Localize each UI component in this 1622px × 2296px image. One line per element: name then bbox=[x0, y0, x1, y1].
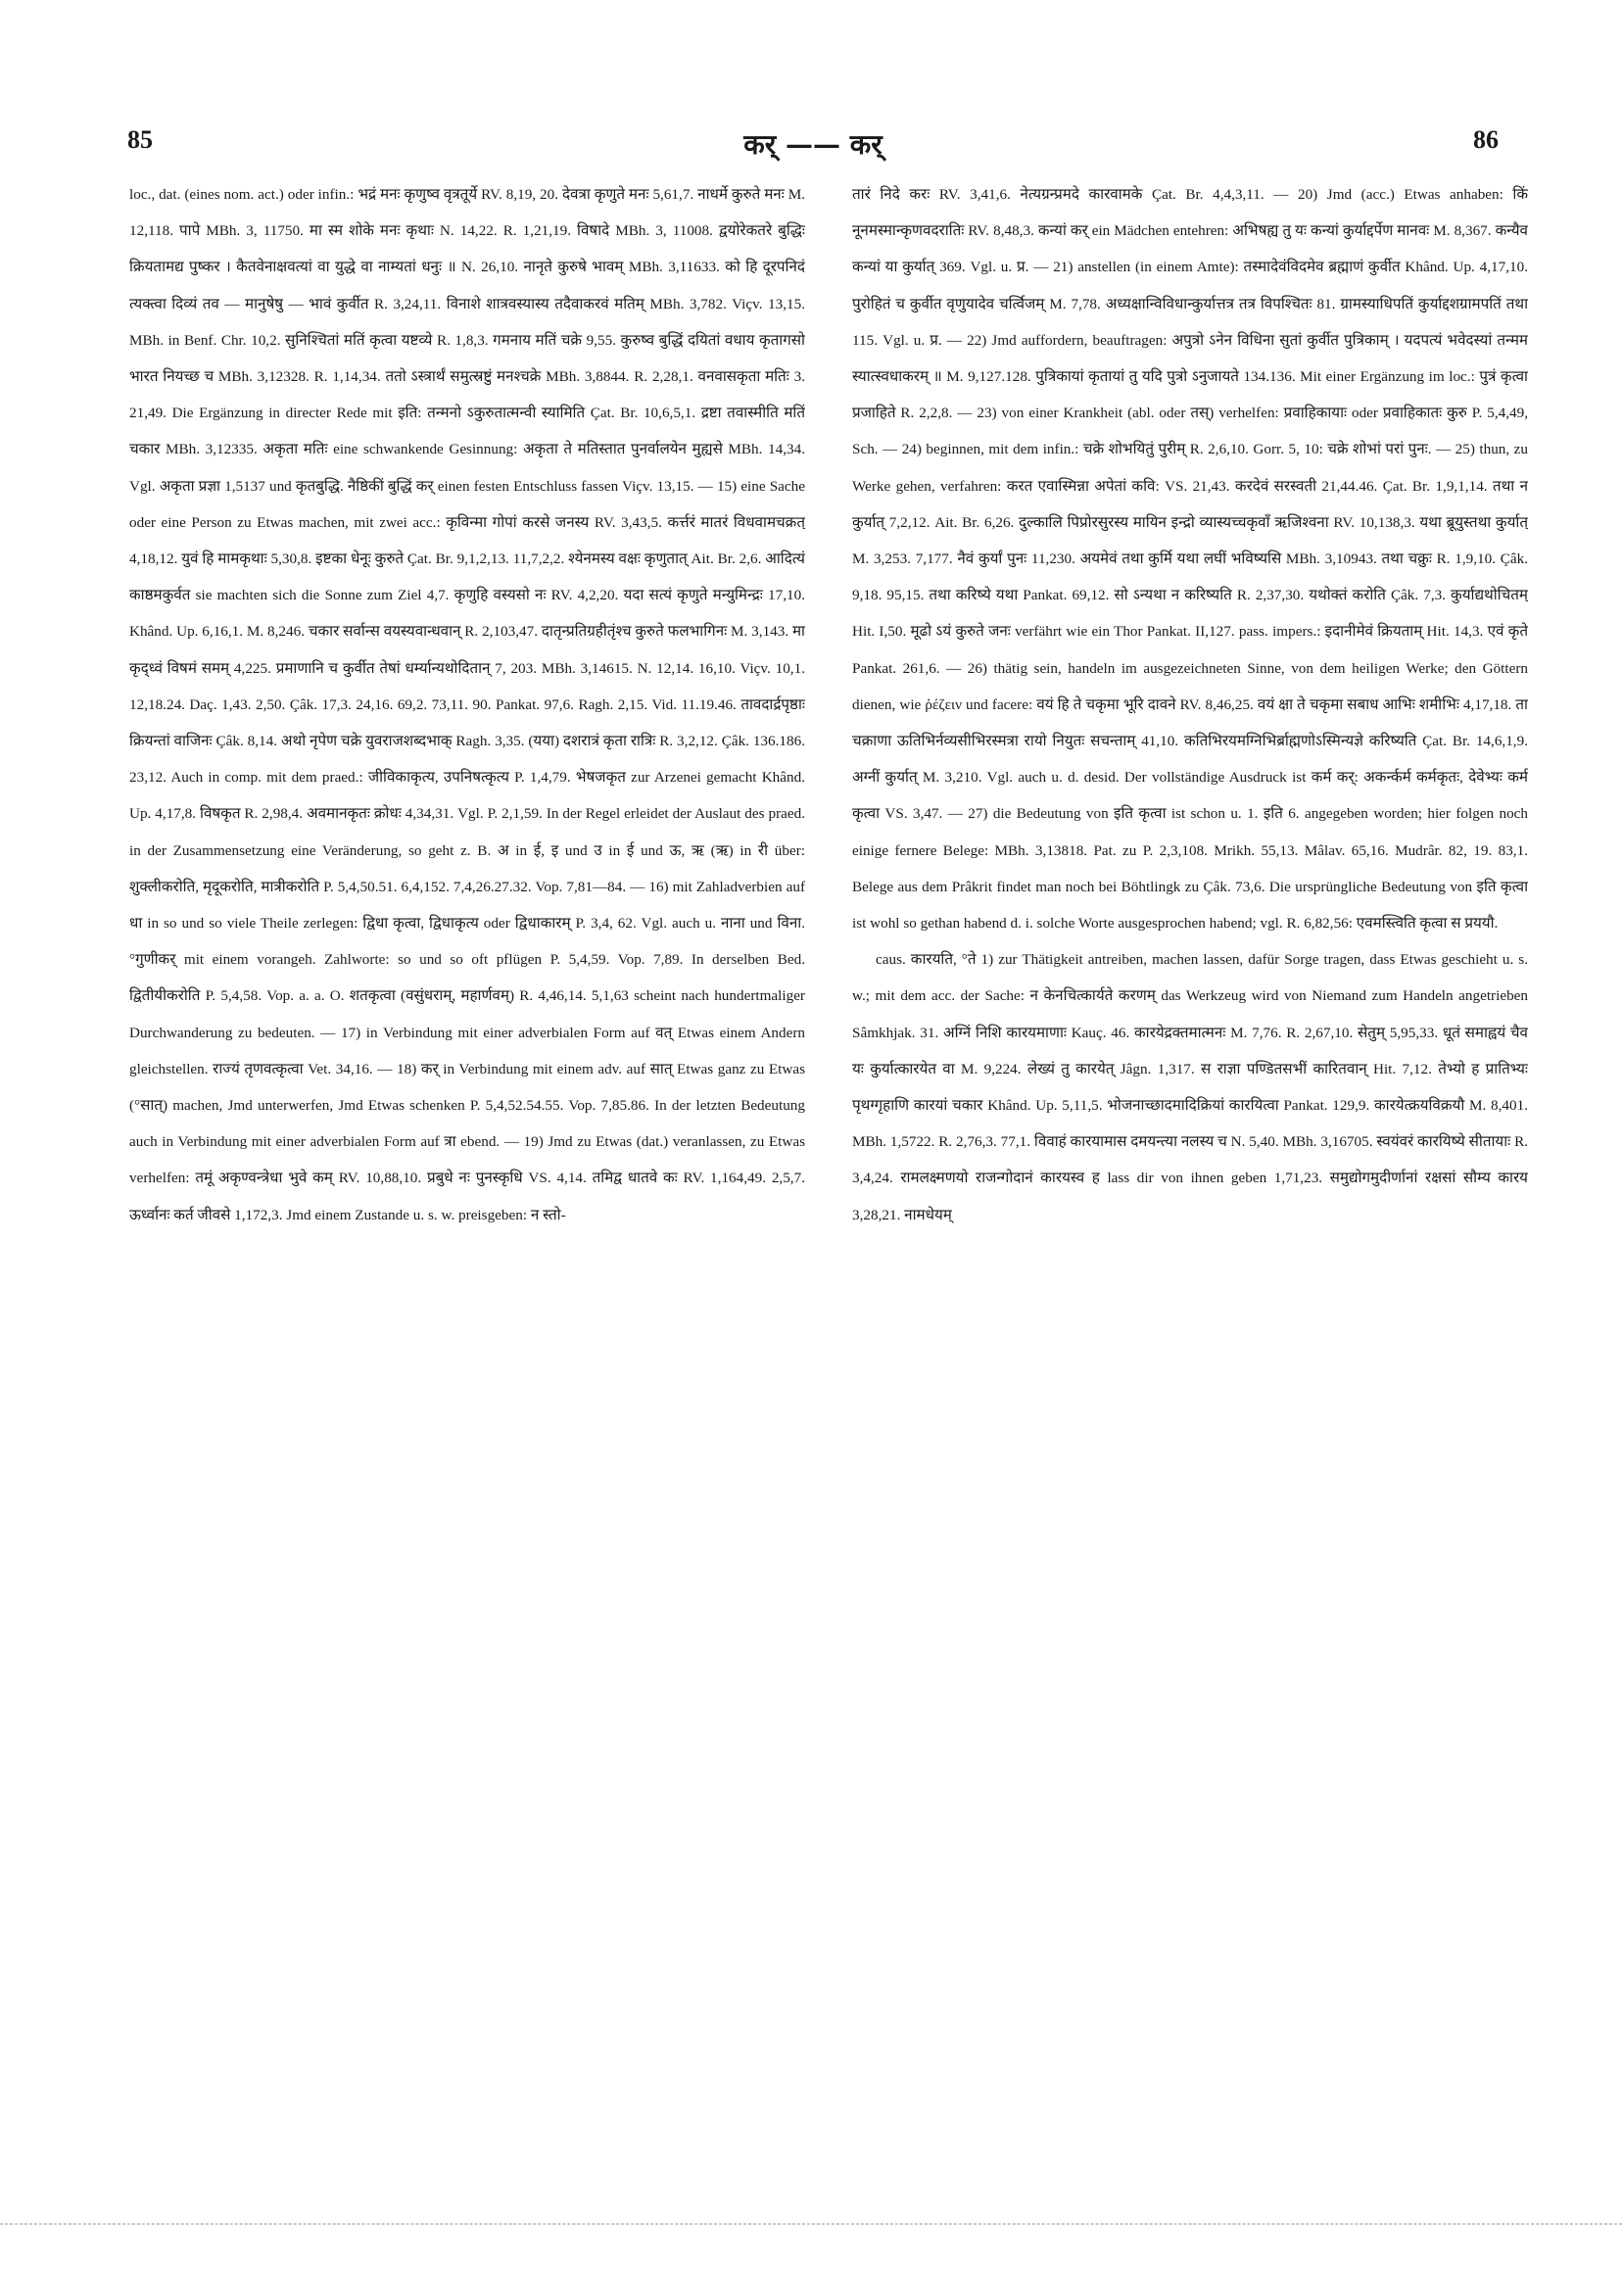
right-column-text-2: caus. कारयति, °ते 1) zur Thätigkeit antreiben, machen lassen, dafür Sorge tragen, dass Etwas geschieht u. s. w.; mit dem acc. der Sache: न केनचित्कार्यते करणम् das Werkzeug wird von Niemand zum Handeln angetrieben Sâmkhjak. 31. अग्निं निशि कारयमाणाः Kauç. 46. कारयेद्रक्तमात्मनः M. 7,76. R. 2,67,10. सेतुम् 5,95,33. धूतं समाह्वयं चैव यः कुर्यात्कारयेत वा M. 9,224. लेख्यं तु कारयेत् Jâgn. 1,317. स राज्ञा पण्डितसभीं कारितवान् Hit. 7,12. तेभ्यो ह प्रातिभ्यः पृथग्गृहाणि कारयां चकार Khând. Up. 5,11,5. भोजनाच्छादमादिक्रियां कारयित्वा Pankat. 129,9. कारयेत्क्रयविक्रयौ M. 8,401. MBh. 1,5722. R. 2,76,3. 77,1. विवाहं कारयामास दमयन्त्या नलस्य च N. 5,40. MBh. 3,16705. स्वयंवरं कारयिष्ये सीतायाः R. 3,4,24. रामलक्ष्मणयो राजन्गोदानं कारयस्व ह lass dir von ihnen geben 1,71,23. समुद्योगमुदीर्णानां रक्षसां सौम्य कारय 3,28,21. नामधेयम् bbox=[852, 951, 1528, 1223]
page-header bbox=[127, 125, 1499, 165]
left-page-number: 85 bbox=[127, 125, 153, 154]
right-page-number: 86 bbox=[1473, 125, 1499, 154]
right-column-text-1: तारं निदे करः RV. 3,41,6. नेत्यग्रन्प्रमदे कारवामके Çat. Br. 4,4,3,11. — 20) Jmd (acc.) Etwas anhaben: किं नूनमस्मान्कृणवदरातिः RV. 8,48,3. कन्यां कर् ein Mädchen entehren: अभिषह्य तु यः कन्यां कुर्याद्दर्पेण मानवः M. 8,367. कन्यैव कन्यां या कुर्यात् 369. Vgl. u. प्र. — 21) anstellen (in einem Amte): तस्मादेवंविदमेव ब्रह्माणं कुर्वीत Khând. Up. 4,17,10. पुरोहितं च कुर्वीत वृणुयादेव चर्त्विजम् M. 7,78. अध्यक्षान्विविधान्कुर्यात्तत्र तत्र विपश्चितः 81. ग्रामस्याधिपतिं कुर्याद्दशग्रामपतिं तथा 115. Vgl. u. प्र. — 22) Jmd auffordern, beauftragen: अपुत्रो ऽनेन विधिना सुतां कुर्वीत पुत्रिकाम् । यदपत्यं भवेदस्यां तन्मम स्यात्स्वधाकरम् ॥ M. 9,127.128. पुत्रिकायां कृतायां तु यदि पुत्रो ऽनुजायते 134.136. Mit einer Ergänzung im loc.: पुत्रं कृत्वा प्रजाहिते R. 2,2,8. — 23) von einer Krankheit (abl. oder तस्) verhelfen: प्रवाहिकायाः oder प्रवाहिकातः कुरु P. 5,4,49, Sch. — 24) beginnen, mit dem infin.: चक्रे शोभयितुं पुरीम् R. 2,6,10. Gorr. 5, 10: चक्रे शोभां परां पुनः. — 25) thun, zu Werke gehen, verfahren: करत एवास्मिन्ना अपेतां कवि: VS. 21,43. करदेवं सरस्वती 21,44.46. Çat. Br. 1,9,1,14. तथा न कुर्यात् 7,2,12. Ait. Br. 6,26. दुल्कालि पिप्रोरसुरस्य मायिन इन्द्रो व्यास्यच्चकृवाँ ऋजिश्वना RV. 10,138,3. यथा ब्रूयुस्तथा कुर्यात् M. 3,253. 7,177. नैवं कुर्यां पुनः 11,230. अयमेवं तथा कुर्मि यथा लघीं भविष्यसि MBh. 3,10943. तथा चक्रुः R. 1,9,10. Çâk. 9,18. 95,15. तथा करिष्ये यथा Pankat. 69,12. सो ऽन्यथा न करिष्यति R. 2,37,30. यथोक्तं करोति Çâk. 7,3. कुर्याद्यथोचितम् Hit. I,50. मूढो ऽयं कुरुते जनः verfährt wie ein Thor Pankat. II,127. pass. impers.: इदानीमेवं क्रियताम् Hit. 14,3. एवं कृते Pankat. 261,6. — 26) thätig sein, handeln im ausgezeichneten Sinne, von dem heiligen Werke; den Göttern dienen, wie ῥέζειν und facere: वयं हि ते चकृमा भूरि दावने RV. 8,46,25. वयं क्षा ते चकृमा सबाध आभिः शमीभिः 4,17,18. ता चक्राणा ऊतिभिर्नव्यसीभिरस्मत्रा रायो नियुतः सचन्ताम् 41,10. कतिभिरयमग्निभिर्ब्राह्मणोऽस्मिन्यज्ञे करिष्यति Çat. Br. 14,6,1,9. अग्नीं कुर्यात् M. 3,210. Vgl. auch u. d. desid. Der vollständige Ausdruck ist कर्म कर्: अकर्न्कर्म कर्मकृतः, देवेभ्यः कर्म कृत्वा VS. 3,47. — 27) die Bedeutung von इति कृत्वा ist schon u. 1. इति 6. angegeben worden; hier folgen noch einige fernere Belege: MBh. 3,13818. Pat. zu P. 2,3,108. Mrikh. 55,13. Mâlav. 65,16. Mudrâr. 82, 19. 83,1. Belege aus dem Prâkrit findet man noch bei Böhtlingk zu Çâk. 73,6. Die ursprüngliche Bedeutung von इति कृत्वा ist wohl so gethan habend d. i. solche Worte ausgesprochen habend; vgl. R. 6,82,56: एवमस्त्विति कृत्वा स प्रययौ. bbox=[852, 186, 1528, 933]
left-column bbox=[129, 176, 805, 2126]
right-column bbox=[852, 176, 1528, 2126]
running-headword: कर् —— कर् bbox=[743, 128, 883, 161]
left-column-text: loc., dat. (eines nom. act.) oder infin.: भद्रं मनः कृणुष्व वृत्रतूर्ये RV. 8,19, 20. देवत्रा कृणुते मनः 5,61,7. नाधर्मे कुरुते मनः M. 12,118. पापे MBh. 3, 11750. मा स्म शोके मनः कृथाः N. 14,22. R. 1,21,19. विषादे MBh. 3, 11008. द्वयोरेकतरे बुद्धिः क्रियतामद्य पुष्कर । कैतवेनाक्षवत्यां वा युद्धे वा नाम्यतां धनुः ॥ N. 26,10. नानृते कुरुषे भावम् MBh. 3,11633. को हि दूरपनिदं त्यक्त्वा दिव्यं तव — मानुषेषु — भावं कुर्वीत R. 3,24,11. विनाशे शात्रवस्यास्य तदैवाकरवं मतिम् MBh. 3,782. Viçv. 13,15. MBh. in Benf. Chr. 10,2. सुनिश्चितां मतिं कृत्वा यष्टव्ये R. 1,8,3. गमनाय मतिं चक्रे 9,55. कुरुष्व बुद्धिं दयितां वधाय कृतागसो भारत नियच्छ च MBh. 3,12328. R. 1,14,34. ततो ऽस्त्रार्थं समुत्स्रष्टुं मनश्चक्रे MBh. 3,8844. R. 2,28,1. वनवासकृता मतिः 3. 21,49. Die Ergänzung in directer Rede mit इति: तन्मनो ऽकुरुतात्मन्वी स्यामिति Çat. Br. 10,6,5,1. द्रष्टा तवास्मीति मतिं चकार MBh. 3,12335. अकृता मतिः eine schwankende Gesinnung: अकृता ते मतिस्तात पुनर्वालयेन मुह्यसे MBh. 14,34. Vgl. अकृता प्रज्ञा 1,5137 und कृतबुद्धि. नैष्ठिकीं बुद्धिं कर् einen festen Entschluss fassen Viçv. 13,15. — 15) eine Sache oder eine Person zu Etwas machen, mit zwei acc.: कृविन्मा गोपां करसे जनस्य RV. 3,43,5. कर्त्तरं मातरं विधवामचक्रत् 4,18,12. युवं हि मामकृथाः 5,30,8. इष्टका धेनूः कुरुते Çat. Br. 9,1,2,13. 11,7,2,2. श्येनमस्य वक्षः कृणुतात् Ait. Br. 2,6. आदित्यं काष्ठमकुर्वत sie machten sich die Sonne zum Ziel 4,7. कृणुहि वस्यसो नः RV. 4,2,20. यदा सत्यं कृणुते मन्युमिन्द्रः 17,10. Khând. Up. 6,16,1. M. 8,246. चकार सर्वान्स वयस्यवान्धवान् R. 2,103,47. दातृन्प्रतिग्रहीतृंश्च कुरुते फलभागिनः M. 3,143. मा कृद्ध्वं विषमं समम् 4,225. प्रमाणानि च कुर्वीत तेषां धर्म्यान्यथोदितान् 7, 203. MBh. 3,14615. N. 12,14. 16,10. Viçv. 10,1. 12,18.24. Daç. 1,43. 2,50. Çâk. 17,3. 24,16. 69,2. 73,11. 90. Pankat. 97,6. Ragh. 2,15. Vid. 11.19.46. तावदार्द्रपृष्ठाः क्रियन्तां वाजिनः Çâk. 8,14. अथो नृपेण चक्रे युवराजशब्दभाक् Ragh. 3,35. (यया) दशरात्रं कृता रात्रिः R. 3,2,12. Çâk. 136.186. 23,12. Auch in comp. mit dem praed.: जीविकाकृत्य, उपनिषत्कृत्य P. 1,4,79. भेषजकृत zur Arzenei gemacht Khând. Up. 4,17,8. विषकृत R. 2,98,4. अवमानकृतः क्रोधः 4,34,31. Vgl. P. 2,1,59. In der Regel erleidet der Auslaut des praed. in der Zusammensetzung eine Veränderung, so geht z. B. अ in ई, इ und उ in ई und ऊ, ऋ (ऋ) in री über: शुक्लीकरोति, मृदूकरोति, मात्रीकरोति P. 5,4,50.51. 6,4,152. 7,4,26.27.32. Vop. 7,81—84. — 16) mit Zahladverbien auf धा in so und so viele Theile zerlegen: द्विधा कृत्वा, द्विधाकृत्य oder द्विधाकारम् P. 3,4, 62. Vgl. auch u. नाना und विना. °गुणीकर् mit einem vorangeh. Zahlworte: so und so oft pflügen P. 5,4,59. Vop. 7,89. In derselben Bed. द्वितीयीकरोति P. 5,4,58. Vop. a. a. O. शतकृत्वा (वसुंधराम्, महार्णवम्) R. 4,46,14. 5,1,63 scheint nach hundertmaliger Durchwanderung zu bedeuten. — 17) in Verbindung mit einer adverbialen Form auf वत् Etwas einem Andern gleichstellen. राज्यं तृणवत्कृत्वा Vet. 34,16. — 18) कर् in Verbindung mit einem adv. auf सात् Etwas ganz zu Etwas (°सात्) machen, Jmd unterwerfen, Jmd Etwas schenken P. 5,4,52.54.55. Vop. 7,85.86. In der letzten Bedeutung auch in Verbindung mit einer adverbialen Form auf त्रा ebend. — 19) Jmd zu Etwas (dat.) veranlassen, zu Etwas verhelfen: तमूं अकृण्वन्त्रेधा भुवे कम् RV. 10,88,10. प्रबुधे नः पुनस्कृधि VS. 4,14. तमिद्व धातवे कः RV. 1,164,49. 2,5,7. ऊर्ध्वानः कर्त जीवसे 1,172,3. Jmd einem Zustande u. s. w. preisgeben: न स्तो- bbox=[129, 186, 805, 1223]
